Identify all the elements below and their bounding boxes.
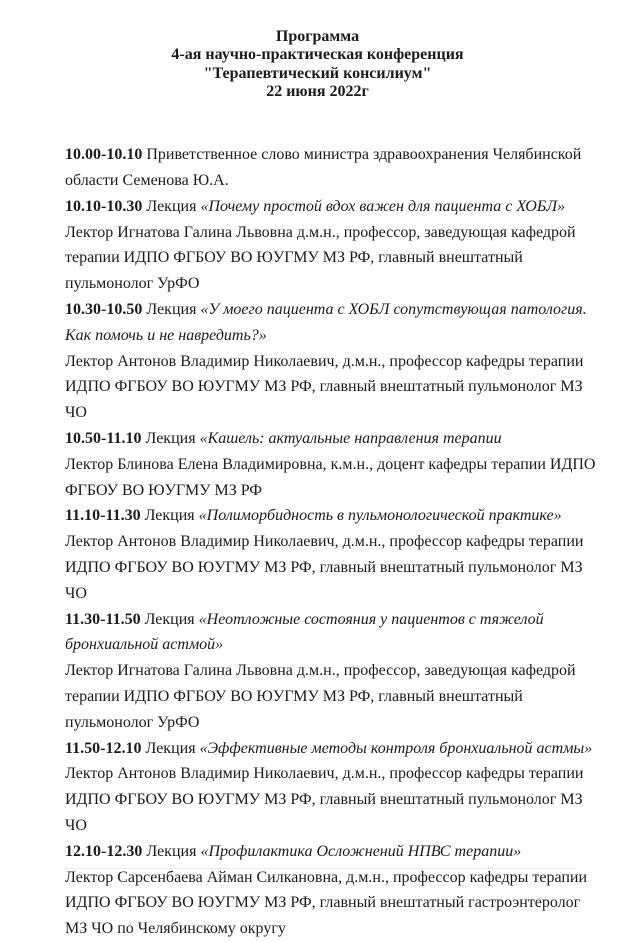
entry-text: Лектор Игнатова Галина Львовна д.м.н., профессор, заведующая кафедрой терапии ИДПО ФГБОУ ВО ЮУГМУ МЗ РФ, главный внештатный пульмонолог УрФО [65,662,576,731]
entry-text: Лекция [140,610,199,628]
lecture-title: «Эффективные методы контроля бронхиальной астмы» [199,739,593,757]
program-entry [65,839,601,865]
entry-text: Приветственное слово министра здравоохранения Челябинской области Семенова Ю.А. [65,146,582,189]
lecture-title: «Кашель: актуальные направления терапии [199,429,502,447]
entry-text: Лекция [141,429,200,447]
program-entry [65,220,601,297]
entry-text: Лекция [142,300,201,318]
lecture-title: «Почему простой вдох важен для пациента с ХОБЛ» [200,197,566,215]
program-entry [65,452,601,504]
entry-time: 11.30-11.50 [65,610,141,628]
document-title [0,0,635,101]
program-entry [65,503,601,606]
entry-text: Лектор Антонов Владимир Николаевич, д.м.н., профессор кафедры терапии ИДПО ФГБОУ ВО ЮУГМУ МЗ РФ, главный внештатный пульмонолог МЗ ЧО [65,352,584,422]
entry-text: Лектор Блинова Елена Владимировна, к.м.н., доцент кафедры терапии ИДПО ФГБОУ ВО ЮУГМУ МЗ РФ [65,455,596,499]
entry-time: 12.10-12.30 [65,842,143,860]
entry-time: 11.10-11.30 [65,507,141,525]
program-entry [65,736,601,762]
program-entry [65,297,601,349]
program-entry [65,426,601,452]
program-entry [65,658,601,735]
entry-text: Лектор Сарсенбаева Айман Силкановна, д.м.н., профессор кафедры терапии ИДПО ФГБОУ ВО ЮУГМУ МЗ РФ, главный внештатный гастроэнтеролог МЗ ЧО по Челябинскому округу [65,868,588,938]
entry-time: 10.00-10.10 [65,146,143,164]
entry-text: Лекция [142,842,201,860]
entry-text: Лектор Антонов Владимир Николаевич, д.м.н., профессор кафедры терапии ИДПО ФГБОУ ВО ЮУГМУ МЗ РФ, главный внештатный пульмонолог МЗ ЧО [65,533,584,602]
program-entries [65,142,601,942]
title-line-name: "Терапевтический консилиум" [203,64,432,82]
program-entry [65,142,601,194]
program-entry [65,761,601,838]
lecture-title: «Профилактика Осложнений НПВС терапии» [200,842,522,860]
title-line-date: 22 июня 2022г [266,82,369,100]
title-line-conference: 4-ая научно-практическая конференция [171,46,464,64]
entry-text: Лекция [140,507,199,525]
program-entry [65,349,601,426]
program-entry [65,865,601,942]
program-entry [65,194,601,220]
entry-text: Лекция [142,197,201,215]
entry-time: 10.50-11.10 [65,429,142,447]
title-line-program: Программа [275,28,360,45]
entry-time: 11.50-12.10 [65,739,142,757]
entry-time: 10.10-10.30 [65,197,143,215]
lecture-title: «Полиморбидность в пульмонологической практике» [198,507,562,525]
program-entry [65,607,601,659]
lecture-title: «Неотложные состояния у пациентов с тяжелой бронхиальной астмой» [65,610,544,654]
entry-text: Лектор Игнатова Галина Львовна д.м.н., профессор, заведующая кафедрой терапии ИДПО ФГБОУ ВО ЮУГМУ МЗ РФ, главный внештатный пульмонолог УрФО [65,223,576,293]
entry-text: Лектор Антонов Владимир Николаевич, д.м.н., профессор кафедры терапии ИДПО ФГБОУ ВО ЮУГМУ МЗ РФ, главный внештатный пульмонолог МЗ ЧО [65,765,584,834]
entry-text: Лекция [141,739,200,757]
lecture-title: «У моего пациента с ХОБЛ сопутствующая патология. Как помочь и не навредить?» [65,300,587,344]
cutoff-content-edge [65,868,575,869]
entry-time: 10.30-10.50 [65,300,143,318]
